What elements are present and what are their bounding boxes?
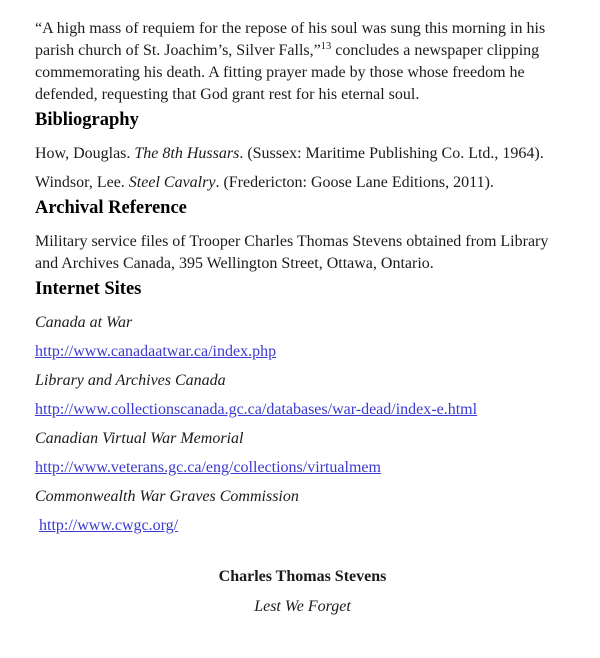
bibliography-heading: Bibliography — [35, 110, 139, 130]
memorial-name: Charles Thomas Stevens — [218, 568, 387, 585]
archival-reference-heading: Archival Reference — [35, 198, 187, 218]
link-virtual-war-memorial[interactable]: http://www.veterans.gc.ca/eng/collections/virtualmem — [35, 459, 381, 476]
site-name-cwgc: Commonwealth War Graves Commission — [35, 488, 299, 505]
bibliography-entry-publication: . (Fredericton: Goose Lane Editions, 2011). — [215, 174, 494, 191]
bibliography-entry-publication: . (Sussex: Maritime Publishing Co. Ltd., 1964). — [239, 145, 544, 162]
bibliography-entry-title: Steel Cavalry — [128, 174, 216, 191]
bibliography-entry — [35, 143, 570, 165]
site-name-library-archives-canada: Library and Archives Canada — [35, 372, 226, 389]
footnote-reference-13: 13 — [320, 41, 332, 52]
bibliography-entry — [35, 172, 570, 194]
closing-paragraph — [35, 18, 570, 106]
link-cwgc[interactable]: http://www.cwgc.org/ — [39, 517, 179, 534]
bibliography-entry-author: How, Douglas. — [35, 145, 135, 162]
closing-paragraph-continuation: concludes a newspaper clipping commemorating his death. A fitting prayer made by those whose freedom he defended, requesting that God grant rest for his eternal soul. — [35, 42, 540, 103]
link-canada-at-war[interactable]: http://www.canadaatwar.ca/index.php — [35, 343, 277, 360]
closing-paragraph-quote: “A high mass of requiem for the repose of his soul was sung this morning in his parish church of St. Joachim’s, Silver Falls,” — [35, 20, 546, 59]
link-library-archives-canada[interactable]: http://www.collectionscanada.gc.ca/databases/war-dead/index-e.html — [35, 401, 478, 418]
archival-reference-text: Military service files of Trooper Charles Thomas Stevens obtained from Library and Archives Canada, 395 Wellington Street, Ottawa, Ontario. — [35, 233, 549, 272]
internet-sites-heading: Internet Sites — [35, 279, 142, 299]
site-name-canada-at-war: Canada at War — [35, 314, 133, 331]
link-line — [35, 515, 570, 537]
link-line — [35, 341, 570, 363]
bibliography-entry-title: The 8th Hussars — [134, 145, 240, 162]
memorial-epitaph: Lest We Forget — [254, 598, 351, 615]
site-name-virtual-war-memorial: Canadian Virtual War Memorial — [35, 430, 244, 447]
link-line — [35, 399, 570, 421]
link-line — [35, 457, 570, 479]
bibliography-entry-author: Windsor, Lee. — [35, 174, 129, 191]
